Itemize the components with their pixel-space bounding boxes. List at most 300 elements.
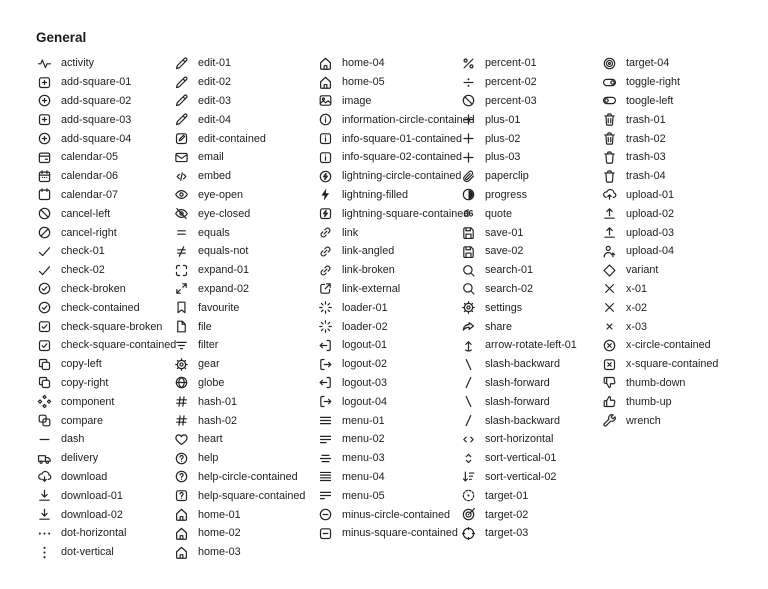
icon-item-link-broken[interactable]	[317, 261, 460, 280]
icon-item-favourite[interactable]	[173, 298, 317, 317]
icon-label: calendar-05	[61, 151, 119, 164]
icon-item-cancel-right[interactable]	[36, 223, 173, 242]
icon-item-activity[interactable]	[36, 54, 173, 73]
icon-label: home-04	[342, 57, 385, 70]
icon-label: loader-01	[342, 301, 388, 314]
icon-item-search-02[interactable]	[460, 280, 601, 299]
download-01-icon	[36, 488, 52, 504]
favourite-icon	[173, 300, 189, 316]
plus-02-icon	[460, 131, 476, 147]
icon-label: info-square-01-contained	[342, 132, 463, 145]
info-square-01-contained-icon	[317, 131, 333, 147]
help-icon	[173, 450, 189, 466]
icon-label: expand-01	[198, 264, 250, 277]
icon-item-delivery[interactable]	[36, 449, 173, 468]
icon-item-calendar-06[interactable]	[36, 167, 173, 186]
toggle-right-icon	[601, 74, 617, 90]
slash-backward-icon	[460, 356, 476, 372]
icon-item-equals[interactable]	[173, 223, 317, 242]
save-01-icon	[460, 225, 476, 241]
upload-02-icon	[601, 206, 617, 222]
icon-item-percent-01[interactable]	[460, 54, 601, 73]
icon-item-download-02[interactable]	[36, 505, 173, 524]
icon-item-upload-03[interactable]	[601, 223, 761, 242]
icon-item-expand-01[interactable]	[173, 261, 317, 280]
toogle-left-icon	[601, 93, 617, 109]
icon-label: logout-02	[342, 358, 388, 371]
hash-02-icon	[173, 413, 189, 429]
heart-icon	[173, 431, 189, 447]
icon-item-toggle-right[interactable]	[601, 73, 761, 92]
x-03-icon	[601, 319, 617, 335]
icon-label: percent-02	[485, 76, 537, 89]
trash-01-icon	[601, 112, 617, 128]
icon-item-plus-02[interactable]	[460, 129, 601, 148]
icon-item-info-square-01-contained[interactable]	[317, 129, 463, 148]
icon-item-edit-04[interactable]	[173, 110, 317, 129]
icon-grid	[36, 54, 768, 562]
icon-item-copy-left[interactable]	[36, 355, 173, 374]
icon-item-share[interactable]	[460, 317, 601, 336]
icon-item-help[interactable]	[173, 449, 317, 468]
icon-item-slash-forward[interactable]	[460, 374, 601, 393]
icon-item-image[interactable]	[317, 92, 460, 111]
icon-label: add-square-04	[61, 132, 132, 145]
thumb-down-icon	[601, 375, 617, 391]
icon-label: slash-forward	[485, 395, 550, 408]
trash-04-icon	[601, 168, 617, 184]
icon-label: activity	[61, 57, 94, 70]
icon-label: menu-05	[342, 489, 385, 502]
icon-item-eye-open[interactable]	[173, 186, 317, 205]
icon-label: download-02	[61, 508, 123, 521]
download-02-icon	[36, 507, 52, 523]
search-01-icon	[460, 262, 476, 278]
icon-item-eye-closed[interactable]	[173, 204, 317, 223]
icon-item-slash-backward[interactable]	[460, 411, 601, 430]
icon-label: add-square-01	[61, 76, 132, 89]
icon-label: check-broken	[61, 282, 126, 295]
target-01-icon	[460, 488, 476, 504]
icon-label: lightning-circle-contained	[342, 170, 462, 183]
icon-label: menu-02	[342, 433, 385, 446]
icon-label: check-square-broken	[61, 320, 163, 333]
home-01-icon	[173, 507, 189, 523]
icon-item-cancel-left[interactable]	[36, 204, 173, 223]
icon-label: calendar-06	[61, 170, 119, 183]
edit-03-icon	[173, 93, 189, 109]
icon-label: loader-02	[342, 320, 388, 333]
icon-item-dot-vertical[interactable]	[36, 543, 173, 562]
icon-item-home-02[interactable]	[173, 524, 317, 543]
download-icon	[36, 469, 52, 485]
percent-02-icon	[460, 74, 476, 90]
icon-label: add-square-03	[61, 113, 132, 126]
icon-item-minus-circle-contained[interactable]	[317, 505, 460, 524]
icon-label: target-03	[485, 527, 529, 540]
section-title: General	[36, 30, 87, 45]
link-external-icon	[317, 281, 333, 297]
icon-label: trash-02	[626, 132, 666, 145]
trash-02-icon	[601, 131, 617, 147]
icon-item-home-01[interactable]	[173, 505, 317, 524]
icon-item-file[interactable]	[173, 317, 317, 336]
icon-label: slash-backward	[485, 414, 561, 427]
icon-label: information-circle-contained	[342, 113, 475, 126]
menu-02-icon	[317, 431, 333, 447]
icon-item-dot-horizontal[interactable]	[36, 524, 173, 543]
icon-item-paperclip[interactable]	[460, 167, 601, 186]
icon-label: email	[198, 151, 224, 164]
filter-icon	[173, 337, 189, 353]
icon-item-embed[interactable]	[173, 167, 317, 186]
icon-item-add-square-01[interactable]	[36, 73, 173, 92]
link-angled-icon	[317, 243, 333, 259]
icon-item-x-03[interactable]	[601, 317, 761, 336]
wrench-icon	[601, 413, 617, 429]
icon-item-upload-04[interactable]	[601, 242, 761, 261]
icon-column-2	[173, 54, 317, 562]
icon-item-x-circle-contained[interactable]	[601, 336, 761, 355]
icon-item-search-01[interactable]	[460, 261, 601, 280]
icon-item-expand-02[interactable]	[173, 280, 317, 299]
icon-item-trash-01[interactable]	[601, 110, 761, 129]
icon-item-check-contained[interactable]	[36, 298, 173, 317]
icon-item-download[interactable]	[36, 468, 173, 487]
add-square-02-icon	[36, 93, 52, 109]
icon-item-target-04[interactable]	[601, 54, 761, 73]
icon-label: home-05	[342, 76, 385, 89]
icon-item-save-02[interactable]	[460, 242, 601, 261]
icon-item-thumb-down[interactable]	[601, 374, 761, 393]
icon-label: variant	[626, 264, 659, 277]
icon-item-arrow-rotate-left-01[interactable]	[460, 336, 601, 355]
icon-item-add-square-03[interactable]	[36, 110, 173, 129]
activity-icon	[36, 55, 52, 71]
link-icon	[317, 225, 333, 241]
icon-item-sort-vertical-02[interactable]	[460, 468, 601, 487]
icon-item-target-02[interactable]	[460, 505, 601, 524]
icon-label: logout-01	[342, 339, 388, 352]
edit-contained-icon	[173, 131, 189, 147]
calendar-05-icon	[36, 149, 52, 165]
icon-label: x-circle-contained	[626, 339, 711, 352]
icon-item-loader-02[interactable]	[317, 317, 460, 336]
icon-item-equals-not[interactable]	[173, 242, 317, 261]
settings-icon	[460, 300, 476, 316]
cancel-left-icon	[36, 206, 52, 222]
share-icon	[460, 319, 476, 335]
icon-item-compare[interactable]	[36, 411, 173, 430]
icon-item-home-04[interactable]	[317, 54, 460, 73]
icon-label: link	[342, 226, 359, 239]
icon-item-save-01[interactable]	[460, 223, 601, 242]
icon-item-home-03[interactable]	[173, 543, 317, 562]
icon-label: save-02	[485, 245, 524, 258]
icon-label: compare	[61, 414, 104, 427]
icon-label: check-square-contained	[61, 339, 177, 352]
icon-label: equals-not	[198, 245, 249, 258]
icon-item-lightning-filled[interactable]	[317, 186, 460, 205]
icon-label: x-03	[626, 320, 648, 333]
icon-item-trash-03[interactable]	[601, 148, 761, 167]
menu-01-icon	[317, 413, 333, 429]
icon-item-filter[interactable]	[173, 336, 317, 355]
arrow-rotate-left-01-icon	[460, 337, 476, 353]
check-contained-icon	[36, 300, 52, 316]
icon-label: plus-01	[485, 113, 521, 126]
icon-item-menu-01[interactable]	[317, 411, 460, 430]
lightning-square-contained-icon	[317, 206, 333, 222]
equals-icon	[173, 225, 189, 241]
icon-item-email[interactable]	[173, 148, 317, 167]
icon-label: eye-closed	[198, 207, 251, 220]
icon-item-hash-01[interactable]	[173, 392, 317, 411]
icon-label: eye-open	[198, 188, 244, 201]
dash-icon	[36, 431, 52, 447]
icon-item-check-01[interactable]	[36, 242, 173, 261]
icon-label: menu-04	[342, 470, 385, 483]
icon-label: trash-04	[626, 170, 666, 183]
embed-icon	[173, 168, 189, 184]
icon-item-add-square-04[interactable]	[36, 129, 173, 148]
icon-label: filter	[198, 339, 219, 352]
icon-label: home-02	[198, 527, 241, 540]
icon-item-link-angled[interactable]	[317, 242, 460, 261]
icon-label: minus-square-contained	[342, 527, 458, 540]
icon-label: search-01	[485, 264, 534, 277]
sort-vertical-01-icon	[460, 450, 476, 466]
icon-item-slash-forward[interactable]	[460, 392, 601, 411]
icon-label: upload-04	[626, 245, 675, 258]
icon-item-settings[interactable]	[460, 298, 601, 317]
slash-forward-icon	[460, 394, 476, 410]
icon-item-progress[interactable]	[460, 186, 601, 205]
icon-item-home-05[interactable]	[317, 73, 460, 92]
icon-item-add-square-02[interactable]	[36, 92, 173, 111]
logout-02-icon	[317, 356, 333, 372]
edit-02-icon	[173, 74, 189, 90]
upload-04-icon	[601, 243, 617, 259]
icon-label: home-03	[198, 546, 241, 559]
icon-item-upload-02[interactable]	[601, 204, 761, 223]
icon-label: sort-horizontal	[485, 433, 554, 446]
icon-label: search-02	[485, 282, 534, 295]
progress-icon	[460, 187, 476, 203]
icon-label: gear	[198, 358, 220, 371]
logout-04-icon	[317, 394, 333, 410]
icon-label: settings	[485, 301, 523, 314]
icon-label: edit-04	[198, 113, 232, 126]
quote-icon	[460, 206, 476, 222]
icon-item-lightning-square-contained[interactable]	[317, 204, 470, 223]
icon-item-link-external[interactable]	[317, 280, 460, 299]
sort-vertical-02-icon	[460, 469, 476, 485]
icon-item-toogle-left[interactable]	[601, 92, 761, 111]
icon-item-help-circle-contained[interactable]	[173, 468, 317, 487]
icon-item-component[interactable]	[36, 392, 173, 411]
edit-04-icon	[173, 112, 189, 128]
minus-circle-contained-icon	[317, 507, 333, 523]
home-05-icon	[317, 74, 333, 90]
help-square-contained-icon	[173, 488, 189, 504]
x-square-contained-icon	[601, 356, 617, 372]
icon-item-logout-02[interactable]	[317, 355, 460, 374]
save-02-icon	[460, 243, 476, 259]
home-04-icon	[317, 55, 333, 71]
icon-item-x-01[interactable]	[601, 280, 761, 299]
expand-02-icon	[173, 281, 189, 297]
icon-label: add-square-02	[61, 94, 132, 107]
logout-03-icon	[317, 375, 333, 391]
icon-label: toogle-left	[626, 94, 674, 107]
icon-item-menu-04[interactable]	[317, 468, 460, 487]
icon-label: sort-vertical-01	[485, 452, 557, 465]
info-square-02-contained-icon	[317, 149, 333, 165]
add-square-03-icon	[36, 112, 52, 128]
expand-01-icon	[173, 262, 189, 278]
icon-item-gear[interactable]	[173, 355, 317, 374]
compare-icon	[36, 413, 52, 429]
icon-label: check-02	[61, 264, 105, 277]
help-circle-contained-icon	[173, 469, 189, 485]
icon-label: home-01	[198, 508, 241, 521]
slash-backward-icon	[460, 413, 476, 429]
icon-item-target-03[interactable]	[460, 524, 601, 543]
sort-horizontal-icon	[460, 431, 476, 447]
icon-label: quote	[485, 207, 513, 220]
icon-item-variant[interactable]	[601, 261, 761, 280]
lightning-circle-contained-icon	[317, 168, 333, 184]
icon-item-globe[interactable]	[173, 374, 317, 393]
icon-item-dash[interactable]	[36, 430, 173, 449]
icon-label: wrench	[626, 414, 661, 427]
icon-label: percent-01	[485, 57, 537, 70]
icon-item-x-square-contained[interactable]	[601, 355, 761, 374]
icon-item-percent-02[interactable]	[460, 73, 601, 92]
icon-label: plus-02	[485, 132, 521, 145]
thumb-up-icon	[601, 394, 617, 410]
add-square-04-icon	[36, 131, 52, 147]
icon-item-calendar-05[interactable]	[36, 148, 173, 167]
icon-item-slash-backward[interactable]	[460, 355, 601, 374]
icon-item-link[interactable]	[317, 223, 460, 242]
link-broken-icon	[317, 262, 333, 278]
icon-item-sort-horizontal[interactable]	[460, 430, 601, 449]
icon-label: thumb-up	[626, 395, 672, 408]
icon-item-menu-03[interactable]	[317, 449, 460, 468]
icon-item-logout-03[interactable]	[317, 374, 460, 393]
icon-item-heart[interactable]	[173, 430, 317, 449]
component-icon	[36, 394, 52, 410]
icon-item-check-02[interactable]	[36, 261, 173, 280]
icon-item-info-square-02-contained[interactable]	[317, 148, 463, 167]
icon-label: logout-03	[342, 376, 388, 389]
x-circle-contained-icon	[601, 337, 617, 353]
calendar-07-icon	[36, 187, 52, 203]
icon-label: thumb-down	[626, 376, 686, 389]
icon-label: share	[485, 320, 513, 333]
icon-label: target-04	[626, 57, 670, 70]
icon-item-download-01[interactable]	[36, 486, 173, 505]
icon-item-edit-02[interactable]	[173, 73, 317, 92]
icon-item-plus-03[interactable]	[460, 148, 601, 167]
icon-label: equals	[198, 226, 230, 239]
icon-label: slash-backward	[485, 358, 561, 371]
cancel-right-icon	[36, 225, 52, 241]
icon-item-wrench[interactable]	[601, 411, 761, 430]
icon-item-trash-04[interactable]	[601, 167, 761, 186]
check-02-icon	[36, 262, 52, 278]
icon-item-edit-01[interactable]	[173, 54, 317, 73]
dot-vertical-icon	[36, 544, 52, 560]
icon-label: cancel-right	[61, 226, 117, 239]
icon-item-quote[interactable]	[460, 204, 601, 223]
information-circle-contained-icon	[317, 112, 333, 128]
icon-item-sort-vertical-01[interactable]	[460, 449, 601, 468]
icon-label: plus-03	[485, 151, 521, 164]
add-square-01-icon	[36, 74, 52, 90]
icon-label: globe	[198, 376, 225, 389]
icon-item-logout-04[interactable]	[317, 392, 460, 411]
icon-label: help	[198, 452, 219, 465]
icon-item-edit-contained[interactable]	[173, 129, 317, 148]
icon-label: dash	[61, 433, 85, 446]
x-01-icon	[601, 281, 617, 297]
icon-item-loader-01[interactable]	[317, 298, 460, 317]
icon-item-target-01[interactable]	[460, 486, 601, 505]
icon-item-minus-square-contained[interactable]	[317, 524, 460, 543]
icon-item-lightning-circle-contained[interactable]	[317, 167, 460, 186]
icon-item-plus-01[interactable]	[460, 110, 601, 129]
icon-item-check-square-contained[interactable]	[36, 336, 177, 355]
icon-label: hash-02	[198, 414, 238, 427]
icon-label: paperclip	[485, 170, 529, 183]
icon-item-percent-03[interactable]	[460, 92, 601, 111]
icon-label: copy-right	[61, 376, 109, 389]
icon-item-check-broken[interactable]	[36, 280, 173, 299]
icon-item-hash-02[interactable]	[173, 411, 317, 430]
icon-label: calendar-07	[61, 188, 119, 201]
icon-item-help-square-contained[interactable]	[173, 486, 317, 505]
icon-item-upload-01[interactable]	[601, 186, 761, 205]
icon-label: edit-02	[198, 76, 232, 89]
icon-item-copy-right[interactable]	[36, 374, 173, 393]
icon-item-menu-02[interactable]	[317, 430, 460, 449]
icon-label: component	[61, 395, 115, 408]
icon-item-check-square-broken[interactable]	[36, 317, 173, 336]
icon-item-thumb-up[interactable]	[601, 392, 761, 411]
icon-item-calendar-07[interactable]	[36, 186, 173, 205]
icon-label: favourite	[198, 301, 240, 314]
icon-label: delivery	[61, 452, 99, 465]
home-03-icon	[173, 544, 189, 560]
icon-item-menu-05[interactable]	[317, 486, 460, 505]
check-01-icon	[36, 243, 52, 259]
icon-item-trash-02[interactable]	[601, 129, 761, 148]
icon-item-x-02[interactable]	[601, 298, 761, 317]
variant-icon	[601, 262, 617, 278]
icon-label: dot-vertical	[61, 546, 114, 559]
icon-label: save-01	[485, 226, 524, 239]
icon-item-edit-03[interactable]	[173, 92, 317, 111]
icon-item-logout-01[interactable]	[317, 336, 460, 355]
icon-item-information-circle-contained[interactable]	[317, 110, 475, 129]
logout-01-icon	[317, 337, 333, 353]
icon-label: progress	[485, 188, 528, 201]
icon-label: upload-01	[626, 188, 675, 201]
icon-label: image	[342, 94, 372, 107]
